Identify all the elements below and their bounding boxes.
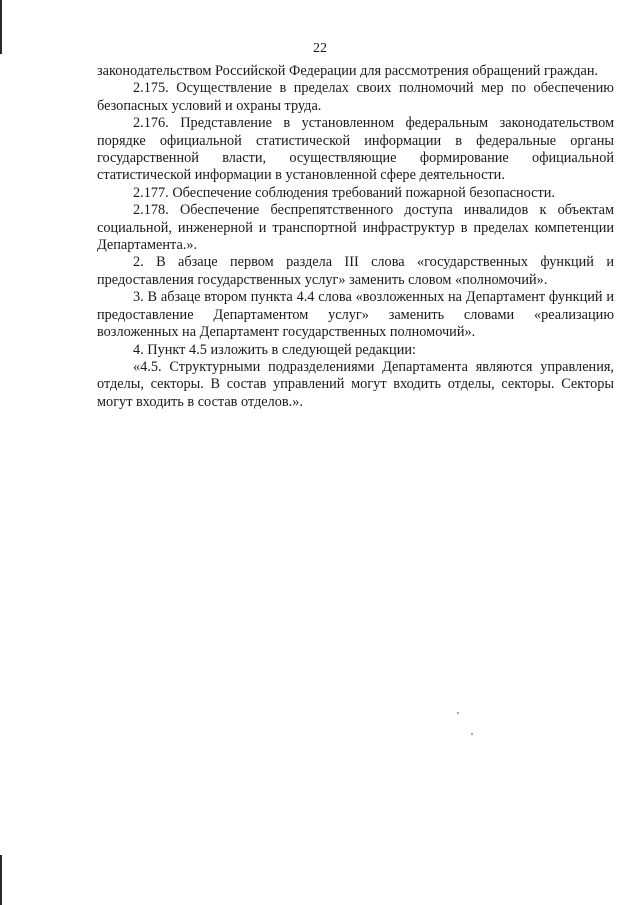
scan-edge-bottom	[0, 855, 2, 905]
paragraph-item-2: 2. В абзаце первом раздела III слова «государственных функций и предоставления государственных услуг» заменить словом «полномочий».	[97, 254, 614, 288]
paragraph-continuation: законодательством Российской Федерации для рассмотрения обращений граждан.	[97, 63, 599, 79]
paragraph-2-175: 2.175. Осуществление в пределах своих полномочий мер по обеспечению безопасных условий и охраны труда.	[97, 80, 614, 114]
paragraph-item-3: 3. В абзаце втором пункта 4.4 слова «возложенных на Департамент функций и предоставление Департаментом услуг» заменить словами «реализацию возложенных на Департамент государственных полномочий».	[97, 289, 614, 341]
scan-speck	[457, 712, 459, 714]
paragraph-4-5-quote: «4.5. Структурными подразделениями Департамента являются управления, отделы, секторы. В состав управлений могут входить отделы, секторы. Секторы могут входить в состав отделов.».	[97, 358, 614, 410]
paragraph-2-176: 2.176. Представление в установленном федеральным законодательством порядке официальной статистической информации в федеральные органы государственной власти, осуществляющие формирование официальной статистической информации в установленной сфере деятельности.	[97, 115, 614, 184]
paragraph-2-178: 2.178. Обеспечение беспрепятственного доступа инвалидов к объектам социальной, инженерной и транспортной инфраструктур в пределах компетенции Департамента.».	[97, 202, 614, 254]
document-body	[97, 63, 614, 411]
scan-speck	[471, 733, 473, 735]
paragraph-item-4: 4. Пункт 4.5 изложить в следующей редакции:	[133, 341, 416, 358]
paragraph-2-177: 2.177. Обеспечение соблюдения требований пожарной безопасности.	[133, 184, 555, 201]
page-number: 22	[313, 41, 327, 56]
